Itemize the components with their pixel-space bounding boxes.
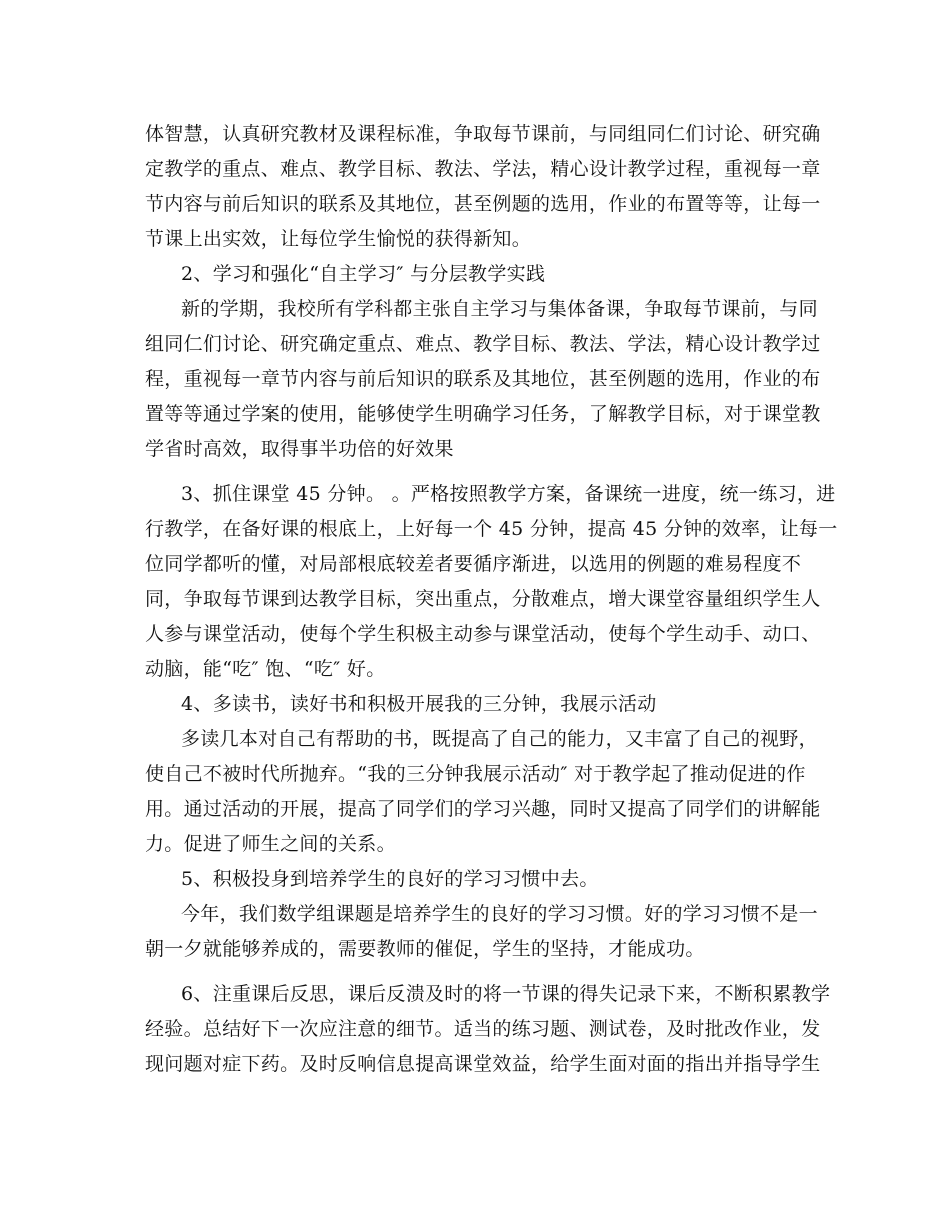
text-line: 用。通过活动的开展，提高了同学们的学习兴趣，同时又提高了同学们的讲解能: [145, 798, 821, 820]
text-line: 力。促进了师生之间的关系。: [145, 833, 396, 855]
text-line: 体智慧，认真研究教材及课程标准，争取每节课前，与同组同仁们讨论、研究确: [145, 123, 821, 145]
text-line: 新的学期，我校所有学科都主张自主学习与集体备课，争取每节课前，与同: [181, 298, 818, 320]
text-line: 置等等通过学案的使用，能够使学生明确学习任务，了解教学目标，对于课堂教: [145, 403, 821, 425]
text-line: 节课上出实效，让每位学生愉悦的获得新知。: [145, 228, 532, 250]
text-line: 位同学都听的懂，对局部根底较差者要循序渐进，以选用的例题的难易程度不: [145, 553, 802, 575]
section-heading: 4、多读书，读好书和积极开展我的三分钟，我展示活动: [181, 693, 657, 715]
text-line: 人参与课堂活动，使每个学生积极主动参与课堂活动，使每个学生动手、动口、: [145, 623, 821, 645]
text-line: 行教学，在备好课的根底上，上好每一个 45 分钟，提高 45 分钟的效率，让每一: [145, 518, 838, 540]
text-line: 经验。总结好下一次应注意的细节。适当的练习题、测试卷，及时批改作业，发: [145, 1018, 821, 1040]
text-line: 现问题对症下药。及时反响信息提高课堂效益，给学生面对面的指出并指导学生: [145, 1053, 821, 1075]
text-line: 程，重视每一章节内容与前后知识的联系及其地位，甚至例题的选用，作业的布: [145, 368, 821, 390]
section-heading: 2、学习和强化“自主学习″ 与分层教学实践: [181, 263, 546, 285]
text-line: 多读几本对自己有帮助的书，既提高了自己的能力，又丰富了自己的视野，: [181, 728, 818, 750]
text-line: 动脑，能“吃″ 饱、“吃″ 好。: [145, 658, 386, 680]
text-line: 同，争取每节课到达教学目标，突出重点，分散难点，增大课堂容量组织学生人: [145, 588, 821, 610]
text-line: 定教学的重点、难点、教学目标、教法、学法，精心设计教学过程，重视每一章: [145, 158, 821, 180]
section-heading: 3、抓住课堂 45 分钟。 。严格按照教学方案，备课统一进度，统一练习，进: [181, 483, 836, 505]
text-line: 组同仁们讨论、研究确定重点、难点、教学目标、教法、学法，精心设计教学过: [145, 333, 821, 355]
text-line: 使自己不被时代所抛弃。“我的三分钟我展示活动″ 对于教学起了推动促进的作: [145, 763, 806, 785]
text-line: 学省时高效，取得事半功倍的好效果: [145, 438, 454, 460]
text-line: 今年，我们数学组课题是培养学生的良好的学习习惯。好的学习习惯不是一: [181, 903, 818, 925]
section-heading: 6、注重课后反思，课后反溃及时的将一节课的得失记录下来，不断积累教学: [181, 983, 831, 1005]
section-heading: 5、积极投身到培养学生的良好的学习习惯中去。: [181, 868, 599, 890]
text-line: 节内容与前后知识的联系及其地位，甚至例题的选用，作业的布置等等，让每一: [145, 193, 821, 215]
text-line: 朝一夕就能够养成的，需要教师的催促，学生的坚持，才能成功。: [145, 938, 705, 960]
